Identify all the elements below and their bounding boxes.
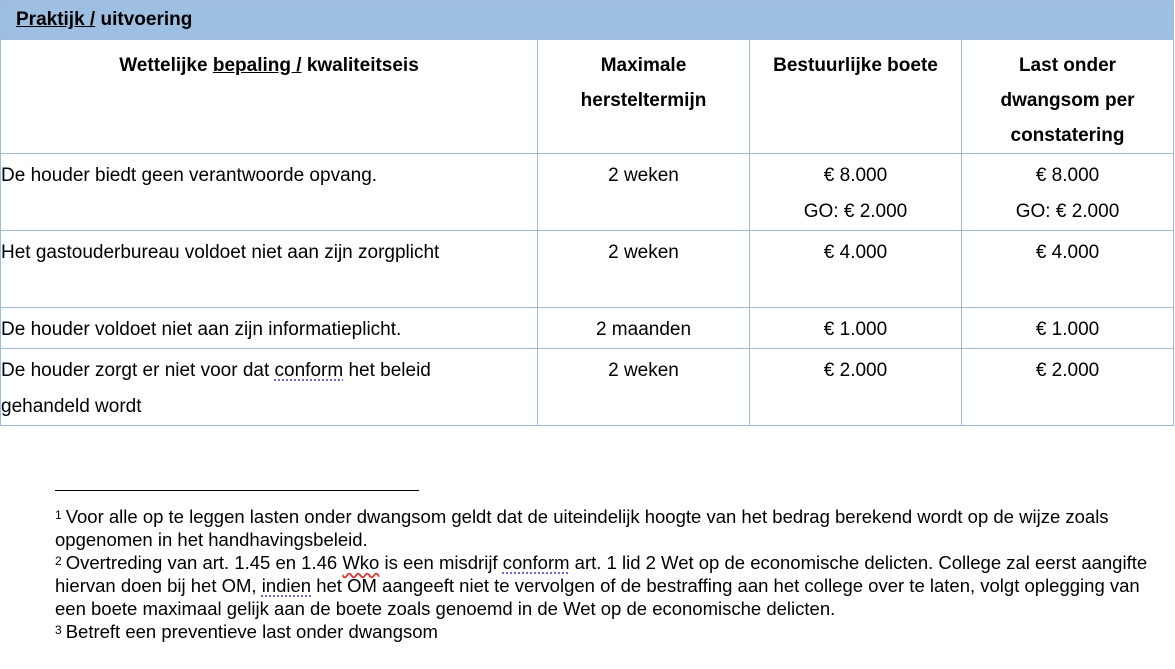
footnotes xyxy=(55,505,1165,643)
penalty-text: € 4.000 xyxy=(1035,242,1100,263)
table-row xyxy=(1,308,1174,349)
requirement-cell xyxy=(1,154,538,231)
header-fine xyxy=(750,40,962,154)
term-text: 2 weken xyxy=(608,242,679,263)
penalty-cell xyxy=(962,308,1174,349)
requirement-cell xyxy=(1,231,538,308)
footnote-text: het OM aangeeft niet te vervolgen of de bestraffing aan het college over te laten, volgt oplegging van een boete maximaal gelijk aan de boete zoals genoemd in de Wet op de economische delicten. xyxy=(55,575,1140,619)
penalty-go-text: GO: € 2.000 xyxy=(1015,201,1120,222)
term-cell xyxy=(538,154,750,231)
requirement-text: De houder zorgt er niet voor dat xyxy=(1,360,275,381)
section-header-row xyxy=(1,1,1174,40)
header-term xyxy=(538,40,750,154)
fine-go-text: GO: € 2.000 xyxy=(803,201,908,222)
footnote-3 xyxy=(55,620,1165,643)
term-text: 2 weken xyxy=(608,165,679,186)
footnote-text: is een misdrijf xyxy=(379,552,503,573)
penalty-cell xyxy=(962,231,1174,308)
term-cell xyxy=(538,349,750,426)
requirement-cell xyxy=(1,308,538,349)
fine-text: € 2.000 xyxy=(823,360,888,381)
requirement-text: gehandeld wordt xyxy=(1,396,142,417)
fine-text: € 8.000 xyxy=(823,165,888,186)
penalty-text: € 2.000 xyxy=(1035,360,1100,381)
footnote-number: 3 xyxy=(55,623,62,637)
fine-cell xyxy=(750,308,962,349)
footnote-text: Betreft een preventieve last onder dwangsom xyxy=(65,621,438,642)
footnote-number: 2 xyxy=(55,554,62,568)
section-header-cell xyxy=(1,1,1174,40)
section-title-rest: uitvoering xyxy=(95,9,193,30)
header-penalty xyxy=(962,40,1174,154)
spellcheck-word: conform xyxy=(274,360,344,381)
term-cell xyxy=(538,308,750,349)
header-requirement-underlined: bepaling / xyxy=(212,55,302,76)
fine-text: € 1.000 xyxy=(823,319,888,340)
footnote-number: 1 xyxy=(55,508,62,522)
term-text: 2 weken xyxy=(608,360,679,381)
header-penalty-line: dwangsom per xyxy=(1000,90,1135,111)
term-cell xyxy=(538,231,750,308)
header-penalty-line: constatering xyxy=(1010,125,1125,146)
footnote-text: art. 1 lid 2 Wet op de economische delicten. College zal eerst aangifte hiervan doen bij het OM, xyxy=(55,552,1148,596)
header-fine-text: Bestuurlijke boete xyxy=(773,55,938,76)
header-requirement-part: Wettelijke xyxy=(119,55,213,76)
fine-cell xyxy=(750,154,962,231)
header-requirement-part: kwaliteitseis xyxy=(301,55,419,76)
spellcheck-word: indien xyxy=(261,575,312,596)
penalty-text: € 1.000 xyxy=(1035,319,1100,340)
term-text: 2 maanden xyxy=(595,319,692,340)
requirement-text: Het gastouderbureau voldoet niet aan zijn zorgplicht xyxy=(1,242,440,263)
table-row xyxy=(1,349,1174,426)
table-row xyxy=(1,231,1174,308)
footnote-separator xyxy=(55,490,419,491)
requirement-cell xyxy=(1,349,538,426)
fine-cell xyxy=(750,231,962,308)
requirement-text: De houder voldoet niet aan zijn informatieplicht. xyxy=(1,319,402,340)
spellcheck-word: Wko xyxy=(342,552,380,573)
footnote-2 xyxy=(55,551,1165,620)
column-header-row xyxy=(1,40,1174,154)
header-requirement xyxy=(1,40,538,154)
requirement-text: het beleid xyxy=(343,360,431,381)
header-penalty-line: Last onder xyxy=(1018,55,1117,76)
section-title xyxy=(1,1,1173,39)
spellcheck-word: conform xyxy=(502,552,570,573)
header-term-line: Maximale xyxy=(600,55,687,76)
requirement-text: De houder biedt geen verantwoorde opvang. xyxy=(1,165,378,186)
table-row xyxy=(1,154,1174,231)
footnote-1 xyxy=(55,505,1165,551)
penalty-cell xyxy=(962,154,1174,231)
section-title-underlined: Praktijk / xyxy=(16,9,96,30)
header-term-line: hersteltermijn xyxy=(580,90,707,111)
fine-cell xyxy=(750,349,962,426)
penalty-cell xyxy=(962,349,1174,426)
footnote-text: Voor alle op te leggen lasten onder dwangsom geldt dat de uiteindelijk hoogte van het bedrag berekend wordt op de wijze zoals opgenomen in het handhavingsbeleid. xyxy=(55,506,1109,550)
penalty-text: € 8.000 xyxy=(1035,165,1100,186)
footnote-text: Overtreding van art. 1.45 en 1.46 xyxy=(65,552,343,573)
fine-text: € 4.000 xyxy=(823,242,888,263)
